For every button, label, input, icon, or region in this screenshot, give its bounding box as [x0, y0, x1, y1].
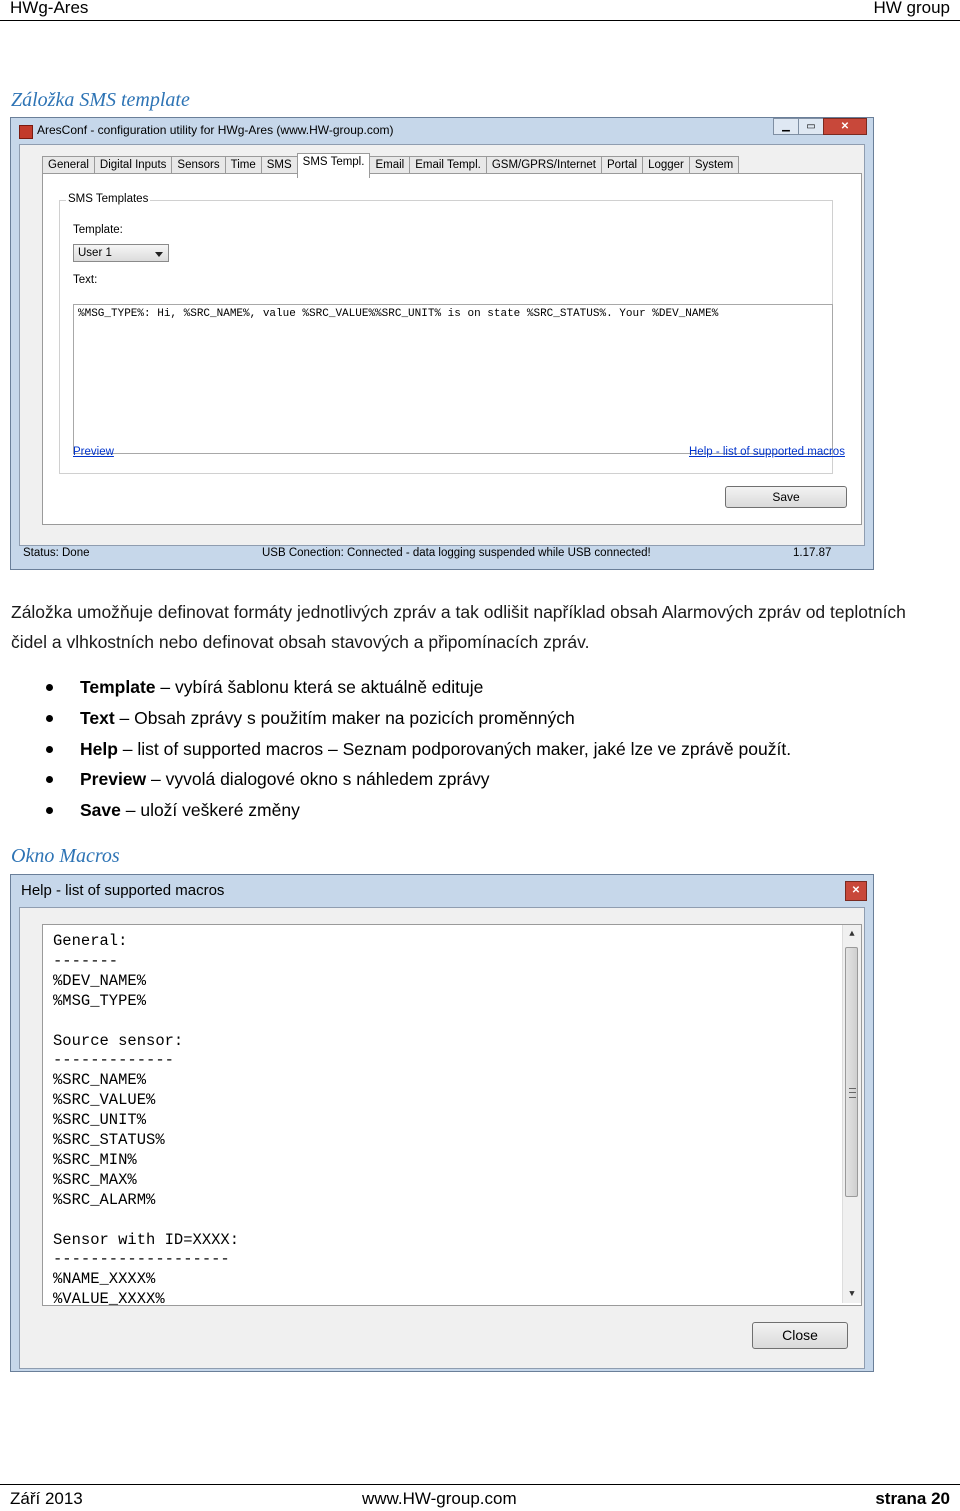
- bullet-icon: [46, 746, 53, 753]
- status-bar: [19, 544, 865, 564]
- footer-page: strana 20: [875, 1489, 950, 1508]
- scroll-down-icon[interactable]: ▼: [849, 1289, 855, 1299]
- chevron-down-icon: [155, 252, 163, 257]
- template-select-value: User 1: [78, 247, 112, 259]
- window-controls: [846, 881, 867, 899]
- footer-url: www.HW-group.com: [362, 1489, 517, 1508]
- tab-sms-templ[interactable]: SMS Templ.: [297, 153, 371, 178]
- preview-link[interactable]: Preview: [73, 446, 114, 458]
- macros-window: [10, 874, 874, 1372]
- title-bar: [11, 118, 873, 144]
- macro-line: -------: [53, 951, 119, 970]
- macro-line: %NAME_XXXX%: [53, 1270, 156, 1289]
- description-paragraph: Záložka umožňuje definovat formáty jednotlivých zpráv a tak odlišit například obsah Alarmových zpráv od teplotních čidel a vlhkostních nebo definovat obsah stavových a připomínacích zpráv.: [11, 602, 906, 652]
- tab-portal[interactable]: Portal: [601, 156, 643, 177]
- usb-status-text: USB Conection: Connected - data logging suspended while USB connected!: [262, 547, 651, 559]
- scrollbar[interactable]: [842, 925, 861, 1303]
- close-window-button[interactable]: ✕: [823, 118, 867, 135]
- footer-date: Září 2013: [10, 1489, 83, 1508]
- client-area: [19, 144, 865, 546]
- page-header: [0, 0, 960, 21]
- tab-digital-inputs[interactable]: Digital Inputs: [94, 156, 172, 177]
- macro-line: %SRC_ALARM%: [53, 1190, 156, 1209]
- close-button[interactable]: Close: [752, 1322, 848, 1349]
- bullet-desc: – uloží veškeré změny: [120, 800, 300, 821]
- macro-line: General:: [53, 932, 128, 950]
- macros-list[interactable]: [42, 924, 862, 1309]
- feature-list: [0, 672, 930, 826]
- header-left: HWg-Ares: [10, 0, 89, 17]
- tab-sensors[interactable]: Sensors: [171, 156, 225, 177]
- app-icon: [19, 125, 33, 139]
- window-title: AresConf - configuration utility for HWg-Ares (www.HW-group.com): [37, 123, 394, 137]
- macro-line: %MSG_TYPE%: [53, 991, 147, 1010]
- title-bar: [11, 875, 873, 907]
- tab-logger[interactable]: Logger: [642, 156, 690, 177]
- tab-gsm-gprs-internet[interactable]: GSM/GPRS/Internet: [486, 156, 602, 177]
- macro-line: %SRC_UNIT%: [53, 1111, 147, 1130]
- tab-pane: [42, 173, 862, 525]
- group-label: SMS Templates: [68, 193, 149, 205]
- close-window-button[interactable]: ✕: [845, 881, 867, 901]
- bullet-term: Text: [80, 707, 115, 728]
- page-footer: [0, 1484, 960, 1511]
- text-input[interactable]: %MSG_TYPE%: Hi, %SRC_NAME%, value %SRC_VALUE%%SRC_UNIT% is on state %SRC_STATUS%. Your %DEV_NAME%: [73, 304, 833, 454]
- bullet-term: Help: [80, 738, 118, 759]
- bullet-desc: – vybírá šablonu která se aktuálně edituje: [155, 677, 484, 697]
- macro-line: %SRC_VALUE%: [53, 1091, 156, 1110]
- tab-email-templ[interactable]: Email Templ.: [409, 156, 487, 177]
- status-text: Status: Done: [23, 547, 90, 559]
- maximize-button[interactable]: ▭: [798, 118, 824, 135]
- list-item: [0, 672, 930, 703]
- bullet-desc: – Obsah zprávy s použitím maker na pozicích proměnných: [114, 707, 575, 728]
- macro-line: Sensor with ID=XXXX:: [53, 1230, 240, 1249]
- bullet-icon: [46, 715, 53, 722]
- macro-line: %SRC_STATUS%: [53, 1131, 165, 1149]
- template-select[interactable]: [73, 244, 169, 262]
- bullet-desc: – vyvolá dialogové okno s náhledem zprávy: [146, 769, 490, 790]
- minimize-button[interactable]: ▁: [773, 118, 799, 135]
- scroll-thumb[interactable]: [845, 947, 858, 1197]
- client-area: [19, 907, 865, 1369]
- header-right: HW group: [873, 0, 950, 17]
- bullet-term: Template: [80, 677, 156, 697]
- macro-line: Source sensor:: [53, 1031, 184, 1050]
- tab-email[interactable]: Email: [369, 156, 410, 177]
- tab-general[interactable]: General: [42, 156, 95, 177]
- bullet-icon: [46, 807, 53, 814]
- section-title-macros: Okno Macros: [11, 845, 120, 867]
- tab-time[interactable]: Time: [225, 156, 262, 177]
- macro-line: %VALUE_XXXX%: [53, 1290, 165, 1309]
- bullet-term: Save: [80, 800, 121, 821]
- list-item: [0, 734, 930, 765]
- list-item: [0, 703, 930, 734]
- macro-line: %DEV_NAME%: [53, 971, 147, 990]
- macro-line: -------------------: [53, 1250, 230, 1269]
- bullet-term: Preview: [80, 769, 147, 790]
- macro-line: %SRC_NAME%: [53, 1071, 147, 1090]
- window-controls: [774, 118, 867, 136]
- list-item: [0, 795, 930, 826]
- bullet-icon: [46, 684, 53, 691]
- macro-line: %SRC_MAX%: [53, 1170, 137, 1189]
- tab-system[interactable]: System: [689, 156, 739, 177]
- macro-line: %SRC_MIN%: [53, 1150, 137, 1169]
- grip-icon: [849, 1088, 856, 1098]
- text-label: Text:: [73, 274, 98, 286]
- section-title-sms-template: Záložka SMS template: [11, 89, 190, 111]
- help-macros-link[interactable]: Help - list of supported macros: [689, 446, 845, 458]
- aresconf-window: [10, 117, 874, 570]
- save-button[interactable]: Save: [725, 486, 847, 508]
- list-item: [0, 764, 930, 795]
- window-title: Help - list of supported macros: [21, 882, 225, 899]
- macro-line: -------------: [53, 1051, 174, 1070]
- version-text: 1.17.87: [793, 547, 832, 559]
- template-label: Template:: [73, 224, 123, 236]
- scroll-up-icon[interactable]: ▲: [849, 929, 855, 939]
- bullet-icon: [46, 776, 53, 783]
- bullet-desc: – list of supported macros – Seznam podporovaných maker, jaké lze ve zprávě použít.: [117, 738, 792, 759]
- tab-sms[interactable]: SMS: [261, 156, 298, 177]
